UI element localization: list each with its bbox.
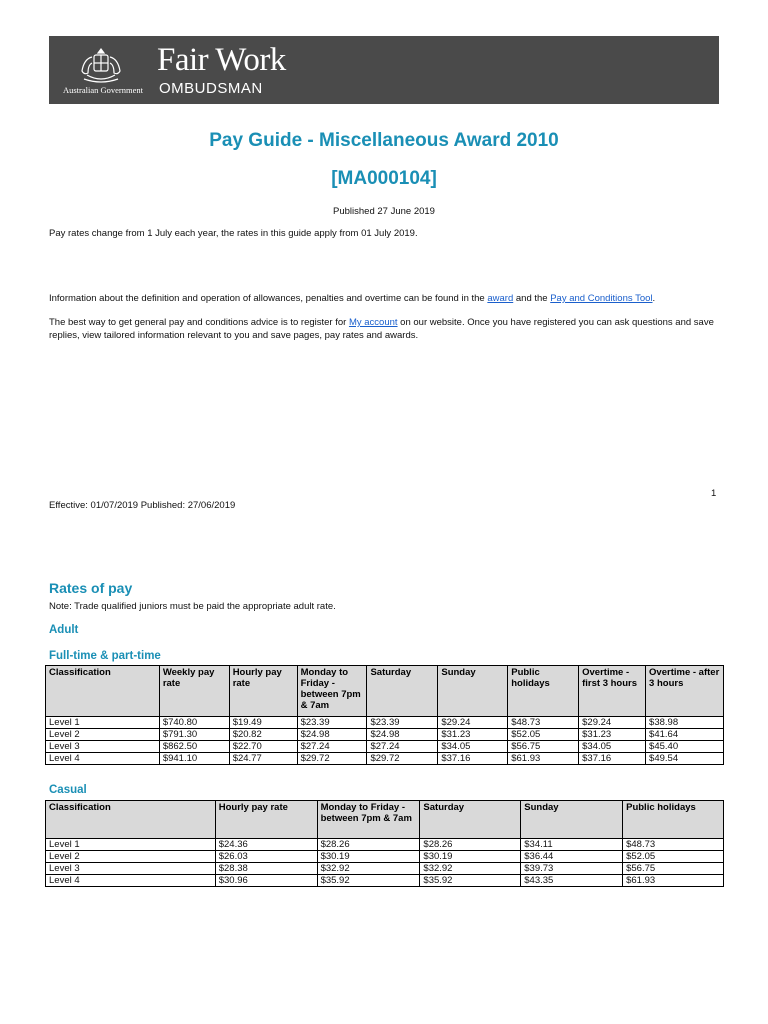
table-cell: $61.93 [508,753,579,765]
table-cell: $29.72 [367,753,438,765]
table-row [46,753,724,765]
table-cell: $29.24 [438,717,508,729]
table-cell: $37.16 [579,753,646,765]
table-cell: $35.92 [420,875,521,887]
column-header: Monday to Friday - between 7pm & 7am [317,801,420,839]
table-cell: $23.39 [367,717,438,729]
document-title: Pay Guide - Miscellaneous Award 2010 [209,130,559,151]
table-cell: Level 1 [46,839,216,851]
table-cell: $56.75 [508,741,579,753]
table-cell: $48.73 [508,717,579,729]
table-row [46,875,724,887]
table-cell: $31.23 [579,729,646,741]
column-header: Overtime - first 3 hours [579,666,646,717]
brand-subtitle: OMBUDSMAN [159,80,263,97]
table-cell: Level 2 [46,851,216,863]
intro-text: Pay rates change from 1 July each year, the rates in this guide apply from 01 July 2019. [49,228,418,239]
my-account-link[interactable]: My account [348,317,398,328]
table-cell: $862.50 [159,741,229,753]
table-cell: Level 1 [46,717,160,729]
table-row [46,839,724,851]
table-header-row [46,666,724,717]
table-cell: Level 3 [46,741,160,753]
published-date: Published 27 June 2019 [333,206,435,217]
table-cell: $22.70 [229,741,297,753]
table-row [46,717,724,729]
table-row [46,863,724,875]
table-cell: $52.05 [508,729,579,741]
table-cell: $37.16 [438,753,508,765]
table-cell: $41.64 [646,729,724,741]
table-cell: Level 3 [46,863,216,875]
table-cell: $24.77 [229,753,297,765]
table-cell: $29.24 [579,717,646,729]
award-link[interactable]: award [487,293,514,304]
pay-conditions-tool-link[interactable]: Pay and Conditions Tool [550,293,653,304]
table-cell: Level 2 [46,729,160,741]
table-row [46,729,724,741]
table-cell: $20.82 [229,729,297,741]
table-cell: $39.73 [521,863,623,875]
government-label: Australian Government [62,85,144,95]
fulltime-rates-table [45,665,724,765]
column-header: Hourly pay rate [229,666,297,717]
table-row [46,851,724,863]
table-cell: $27.24 [297,741,367,753]
table-header-row [46,801,724,839]
column-header: Sunday [521,801,623,839]
effective-date: Effective: 01/07/2019 Published: 27/06/2019 [49,500,236,511]
table-cell: $740.80 [159,717,229,729]
info-paragraph: Information about the definition and operation of allowances, penalties and overtime can be found in the award and the Pay and Conditions Tool. [49,293,656,304]
brand-title: Fair Work [157,42,286,78]
table-row [46,741,724,753]
table-cell: $24.36 [215,839,317,851]
table-cell: $32.92 [317,863,420,875]
table-cell: $34.11 [521,839,623,851]
column-header: Hourly pay rate [215,801,317,839]
advice-paragraph: The best way to get general pay and conditions advice is to register for My account on our website. Once you have registered you can ask questions and save replies, view tailored information relevant to you and save pages, pay rates and awards. [49,317,714,341]
table-cell: $34.05 [579,741,646,753]
column-header: Weekly pay rate [159,666,229,717]
table-cell: $61.93 [623,875,724,887]
table-cell: $19.49 [229,717,297,729]
table-cell: $24.98 [367,729,438,741]
table-cell: $48.73 [623,839,724,851]
table-cell: $49.54 [646,753,724,765]
award-code: [MA000104] [331,168,437,189]
table-cell: $30.19 [420,851,521,863]
column-header: Saturday [367,666,438,717]
table-cell: $32.92 [420,863,521,875]
table-cell: $52.05 [623,851,724,863]
table-cell: $34.05 [438,741,508,753]
table-cell: Level 4 [46,753,160,765]
table-cell: $31.23 [438,729,508,741]
table-cell: $30.19 [317,851,420,863]
table-cell: $23.39 [297,717,367,729]
column-header: Classification [46,666,160,717]
table-cell: $30.96 [215,875,317,887]
table-cell: $38.98 [646,717,724,729]
table-cell: $28.26 [420,839,521,851]
table-cell: Level 4 [46,875,216,887]
juniors-note: Note: Trade qualified juniors must be paid the appropriate adult rate. [49,601,336,612]
column-header: Classification [46,801,216,839]
table-cell: $28.38 [215,863,317,875]
column-header: Monday to Friday - between 7pm & 7am [297,666,367,717]
table-cell: $29.72 [297,753,367,765]
column-header: Sunday [438,666,508,717]
adult-heading: Adult [49,624,79,636]
table-cell: $941.10 [159,753,229,765]
table-cell: $27.24 [367,741,438,753]
rates-heading: Rates of pay [49,580,133,596]
header-banner [49,36,719,104]
casual-rates-table [45,800,724,887]
coat-of-arms-icon [75,45,127,85]
table-cell: $24.98 [297,729,367,741]
table-cell: $56.75 [623,863,724,875]
column-header: Public holidays [623,801,724,839]
column-header: Overtime - after 3 hours [646,666,724,717]
table-cell: $28.26 [317,839,420,851]
table-cell: $35.92 [317,875,420,887]
table-cell: $36.44 [521,851,623,863]
column-header: Public holidays [508,666,579,717]
table-cell: $791.30 [159,729,229,741]
table-cell: $26.03 [215,851,317,863]
fulltime-heading: Full-time & part-time [49,650,161,662]
casual-heading: Casual [49,784,87,796]
page-number: 1 [711,488,717,499]
table-cell: $43.35 [521,875,623,887]
column-header: Saturday [420,801,521,839]
table-cell: $45.40 [646,741,724,753]
